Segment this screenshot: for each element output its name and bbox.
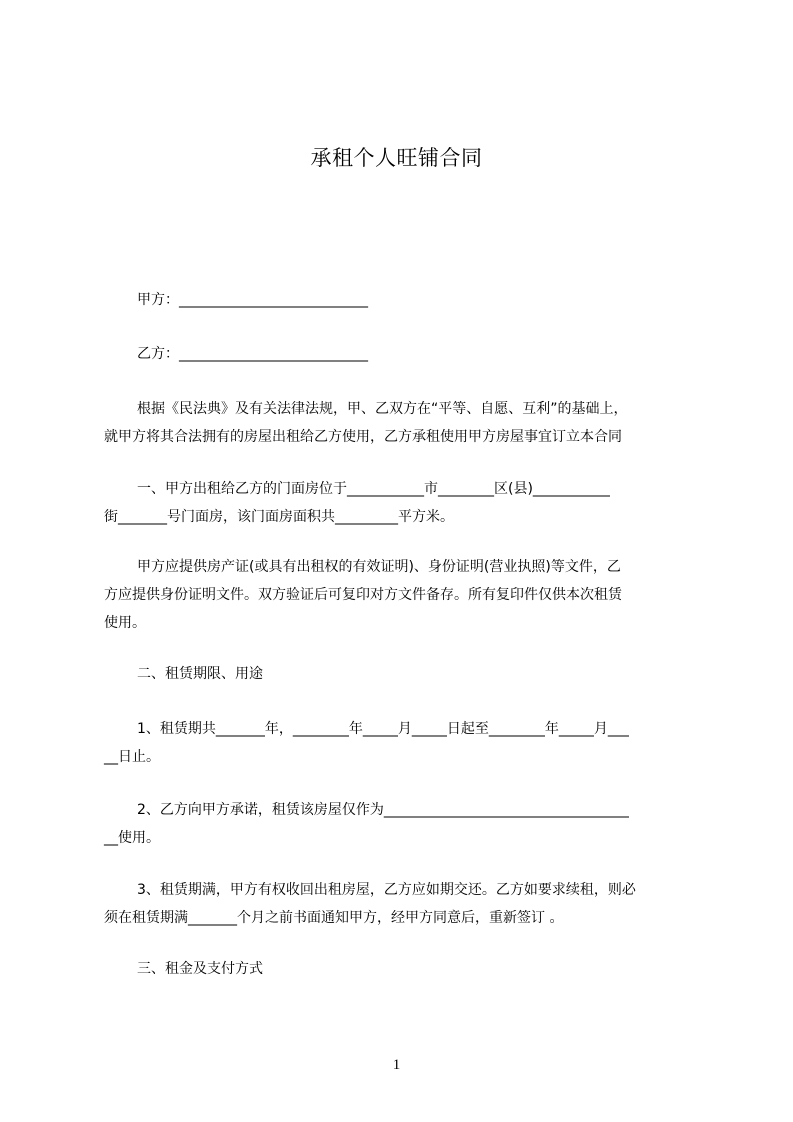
document-title: 承租个人旺铺合同 (310, 146, 483, 170)
page-number: 1 (392, 1057, 401, 1073)
clause1-line-1: 一、甲方出租给乙方的门面房位于___________市________区(县)___________ (137, 481, 610, 497)
clause1-docs-line-3: 使用。 (104, 615, 146, 631)
term-item2-line-1: 2、乙方向甲方承诺，租赁该房屋仅作为___________________________________ (137, 802, 629, 818)
term-item3-line-2: 须在租赁期满_______个月之前书面通知甲方，经甲方同意后，重新签订 。 (104, 910, 564, 926)
term-item3-line-1: 3、租赁期满，甲方有权收回出租房屋，乙方应如期交还。乙方如要求续租，则必 (137, 882, 636, 898)
term-item1-line-2: __日止。 (104, 749, 160, 765)
clause1-docs-line-1: 甲方应提供房产证(或具有出租权的有效证明)、身份证明(营业执照)等文件，乙 (137, 559, 621, 575)
intro-line-2: 就甲方将其合法拥有的房屋出租给乙方使用，乙方承租使用甲方房屋事宜订立本合同 (104, 429, 622, 445)
clause1-line-2: 街_______号门面房，该门面房面积共_________平方米。 (104, 509, 454, 525)
intro-line-1: 根据《民法典》及有关法律法规，甲、乙双方在“平等、自愿、互利”的基础上， (137, 401, 628, 417)
term-item1-line-1: 1、租赁期共_______年，________年_____月_____日起至________年_____月___ (137, 721, 629, 737)
clause1-docs-line-2: 方应提供身份证明文件。双方验证后可复印对方文件备存。所有复印件仅供本次租赁 (104, 587, 622, 603)
term-item2-line-2: __使用。 (104, 830, 160, 846)
party-a-line: 甲方：___________________________ (137, 292, 368, 308)
section3-heading: 三、租金及支付方式 (137, 961, 263, 977)
section2-heading: 二、租赁期限、用途 (137, 666, 263, 682)
party-b-line: 乙方：___________________________ (137, 346, 368, 362)
